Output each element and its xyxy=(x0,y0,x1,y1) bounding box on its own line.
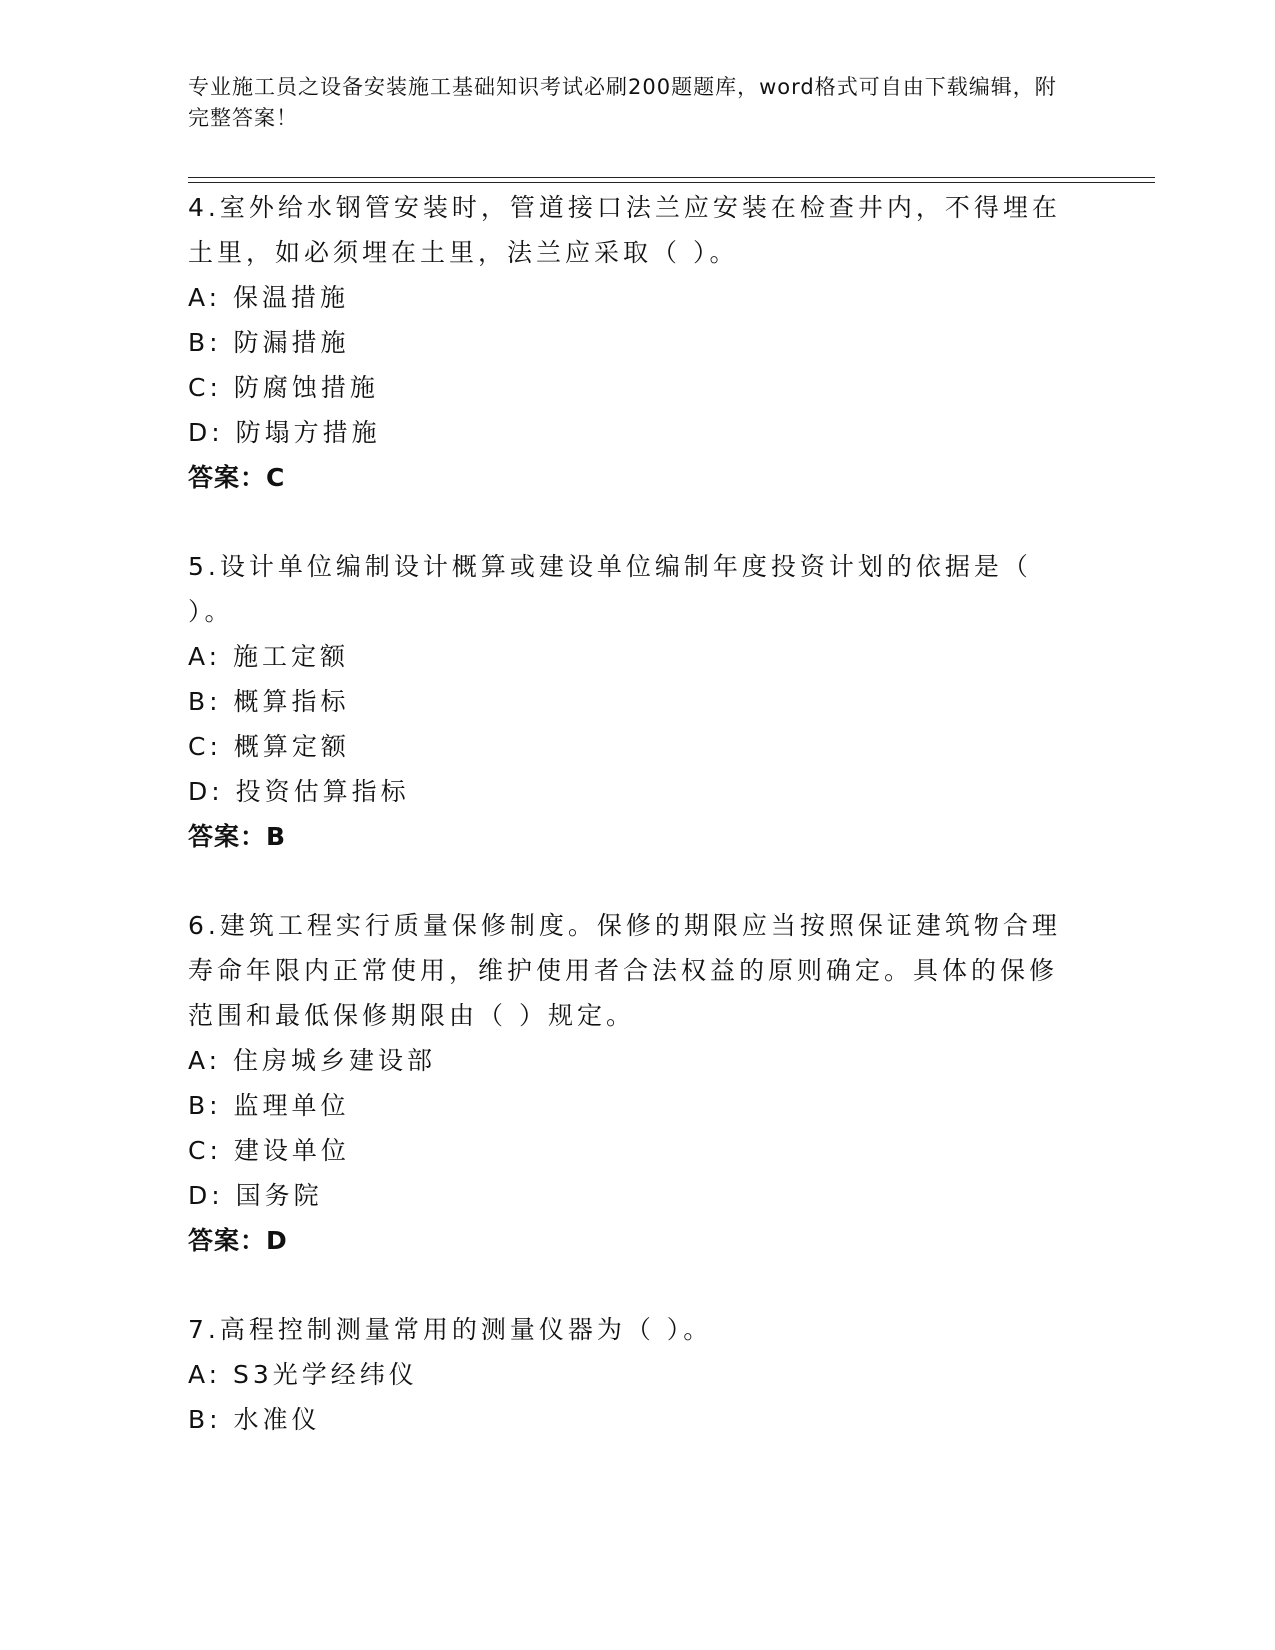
question-text: 4.室外给水钢管安装时，管道接口法兰应安装在检查井内，不得埋在土里，如必须埋在土里，法兰应采取（ ）。 xyxy=(188,193,1061,267)
option-a: A: 住房城乡建设部 xyxy=(188,1046,437,1075)
option-d: D: 投资估算指标 xyxy=(188,777,410,806)
option-a: A: 保温措施 xyxy=(188,283,350,312)
question-6 xyxy=(188,903,1068,1263)
question-text: 5.设计单位编制设计概算或建设单位编制年度投资计划的依据是（ ）。 xyxy=(188,552,1032,626)
option-b: B: 监理单位 xyxy=(188,1091,350,1120)
option-a: A: 施工定额 xyxy=(188,642,350,671)
option-d: D: 国务院 xyxy=(188,1181,323,1210)
option-b: B: 防漏措施 xyxy=(188,328,350,357)
question-list xyxy=(188,185,1068,1486)
option-b: B: 概算指标 xyxy=(188,687,350,716)
document-header: 专业施工员之设备安装施工基础知识考试必刷200题题库，word格式可自由下载编辑，附完整答案！ xyxy=(188,75,1057,130)
question-4 xyxy=(188,185,1068,500)
option-c: C: 建设单位 xyxy=(188,1136,350,1165)
question-5 xyxy=(188,544,1068,859)
question-text: 7.高程控制测量常用的测量仪器为（ ）。 xyxy=(188,1315,713,1344)
option-b: B: 水准仪 xyxy=(188,1405,321,1434)
header-divider-top xyxy=(188,177,1155,178)
option-c: C: 概算定额 xyxy=(188,732,350,761)
option-c: C: 防腐蚀措施 xyxy=(188,373,379,402)
question-7 xyxy=(188,1307,1068,1442)
header-divider-bottom xyxy=(188,182,1155,183)
answer: 答案：D xyxy=(188,1226,288,1255)
option-a: A: S3光学经纬仪 xyxy=(188,1360,418,1389)
option-d: D: 防塌方措施 xyxy=(188,418,381,447)
answer: 答案：C xyxy=(188,463,286,492)
answer: 答案：B xyxy=(188,822,287,851)
question-text: 6.建筑工程实行质量保修制度。保修的期限应当按照保证建筑物合理寿命年限内正常使用，维护使用者合法权益的原则确定。具体的保修范围和最低保修期限由（ ）规定。 xyxy=(188,911,1061,1030)
